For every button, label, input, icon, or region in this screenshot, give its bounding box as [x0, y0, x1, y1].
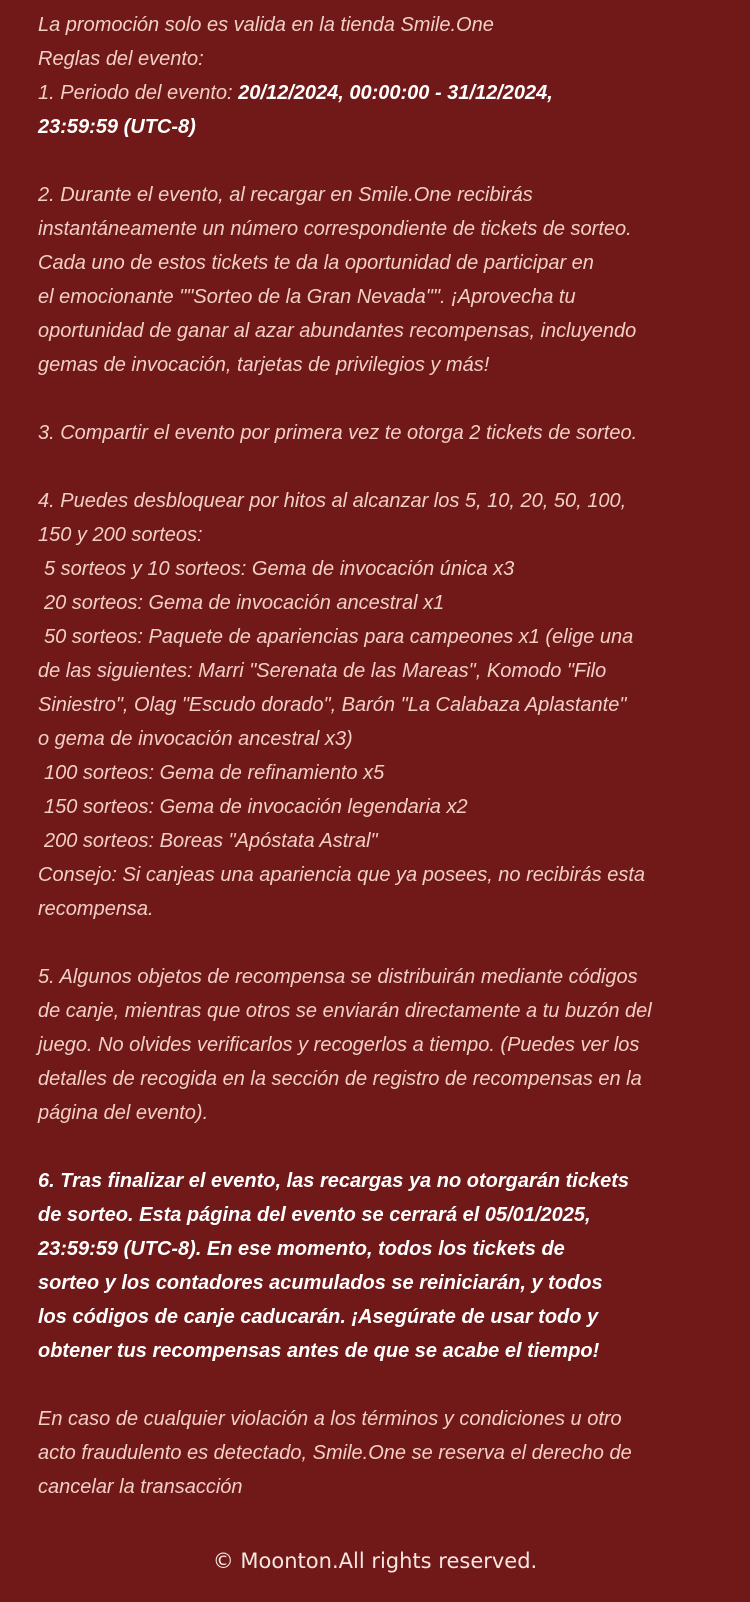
- disclaimer-text: En caso de cualquier violación a los términos y condiciones u otro: [38, 1408, 622, 1430]
- rules-heading: Reglas del evento:: [38, 48, 204, 70]
- milestone-item: 100 sorteos: Gema de refinamiento x5: [44, 762, 385, 784]
- disclaimer-text: acto fraudulento es detectado, Smile.One se reserva el derecho de: [38, 1442, 632, 1464]
- milestone-item: de las siguientes: Marri "Serenata de las Mareas", Komodo "Filo: [38, 660, 607, 682]
- rule-4-tip: Consejo: Si canjeas una apariencia que ya posees, no recibirás esta: [38, 864, 646, 886]
- rule-6-text: obtener tus recompensas antes de que se acabe el tiempo!: [38, 1340, 600, 1362]
- rule-1-label: 1. Periodo del evento:: [38, 82, 239, 104]
- rule-6-text: 6. Tras finalizar el evento, las recargas ya no otorgarán tickets: [38, 1170, 629, 1192]
- rule-2-text: instantáneamente un número correspondiente de tickets de sorteo.: [38, 218, 632, 240]
- rule-2-text: Cada uno de estos tickets te da la oportunidad de participar en: [38, 252, 594, 274]
- copyright-footer: © Moonton.All rights reserved.: [212, 1549, 538, 1573]
- rule-1-date-range: 20/12/2024, 00:00:00 - 31/12/2024,: [238, 82, 553, 104]
- milestone-item: Siniestro", Olag "Escudo dorado", Barón "La Calabaza Aplastante": [38, 694, 627, 716]
- milestone-item: 200 sorteos: Boreas "Apóstata Astral": [44, 830, 378, 852]
- rule-2-text: el emocionante ""Sorteo de la Gran Nevada"". ¡Aprovecha tu: [38, 286, 576, 308]
- rule-4-text: 4. Puedes desbloquear por hitos al alcanzar los 5, 10, 20, 50, 100,: [38, 490, 627, 512]
- milestone-item: 5 sorteos y 10 sorteos: Gema de invocación única x3: [44, 558, 515, 580]
- rule-6-text: 23:59:59 (UTC-8). En ese momento, todos los tickets de: [38, 1238, 565, 1260]
- milestone-item: o gema de invocación ancestral x3): [38, 728, 353, 750]
- rule-5-text: de canje, mientras que otros se enviarán directamente a tu buzón del: [38, 1000, 652, 1022]
- rule-5-text: 5. Algunos objetos de recompensa se distribuirán mediante códigos: [38, 966, 638, 988]
- rule-6-text: sorteo y los contadores acumulados se reiniciarán, y todos: [38, 1272, 603, 1294]
- rule-5-text: detalles de recogida en la sección de registro de recompensas en la: [38, 1068, 642, 1090]
- rule-5-text: juego. No olvides verificarlos y recogerlos a tiempo. (Puedes ver los: [38, 1034, 640, 1056]
- rule-1-date-range-end: 23:59:59 (UTC-8): [38, 116, 196, 138]
- rule-2-text: 2. Durante el evento, al recargar en Smile.One recibirás: [38, 184, 533, 206]
- promo-notice: La promoción solo es valida en la tienda Smile.One: [38, 14, 494, 36]
- rule-6-text: de sorteo. Esta página del evento se cerrará el 05/01/2025,: [38, 1204, 591, 1226]
- rule-4-tip: recompensa.: [38, 898, 154, 920]
- rule-2-text: oportunidad de ganar al azar abundantes recompensas, incluyendo: [38, 320, 637, 342]
- rule-2-text: gemas de invocación, tarjetas de privilegios y más!: [38, 354, 490, 376]
- rule-6-text: los códigos de canje caducarán. ¡Asegúrate de usar todo y: [38, 1306, 599, 1328]
- rule-5-text: página del evento).: [38, 1102, 209, 1124]
- rule-3-text: 3. Compartir el evento por primera vez te otorga 2 tickets de sorteo.: [38, 422, 638, 444]
- event-rules: [38, 8, 743, 1504]
- rule-4-text: 150 y 200 sorteos:: [38, 524, 203, 546]
- milestone-item: 20 sorteos: Gema de invocación ancestral x1: [44, 592, 445, 614]
- milestone-item: 50 sorteos: Paquete de apariencias para campeones x1 (elige una: [44, 626, 634, 648]
- disclaimer-text: cancelar la transacción: [38, 1476, 243, 1498]
- rule-1-period: [38, 76, 743, 110]
- milestone-item: 150 sorteos: Gema de invocación legendaria x2: [44, 796, 468, 818]
